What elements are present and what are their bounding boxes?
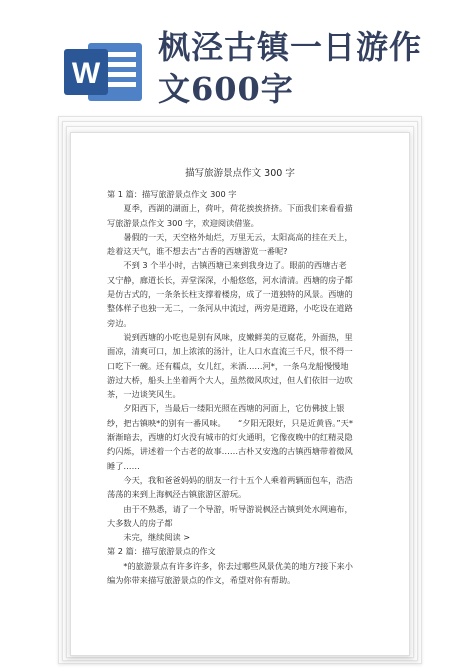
document-title: 描写旅游景点作文 300 字 (185, 168, 295, 179)
paragraph: 由于不熟悉，请了一个导游，听导游说枫泾古镇到处水网遍布，大多数人的房子都 (107, 503, 353, 528)
document-body (107, 187, 353, 587)
paragraph: 夏季，西湖的湖面上，荷叶，荷花挨挨挤挤。下面我们来看看描写旅游景点作文 300 字，欢迎阅读借鉴。 (107, 203, 353, 228)
paragraph: 夕阳西下，当最后一缕阳光照在西塘的河面上，它仿佛披上银纱，把古镇映*的别有一番风味。 “夕阳无限好，只是近黄昏。”天*渐渐暗去，西塘的灯火没有城市的灯火通明，它像夜晚中的红精灵隐约闪烁，讲述着一个古老的故事……古朴又安逸的古镇西塘带着微风睡了…… (107, 403, 353, 471)
section-heading: 第 1 篇：描写旅游景点作文 300 字 (107, 189, 237, 199)
title-line-1: 枫泾古镇一日游作 (158, 28, 423, 66)
paragraph: 不到 3 个半小时，古镇西塘已来到我身边了。眼前的西塘古老又宁静，廊道长长，弄堂深深，小船悠悠，河水清清。西塘的房子都是仿古式的，一条条长柱支撑着楼房，成了一道独特的风景。西塘的整体样子也独一无二，一条河从中流过，两旁是道路，小吃设在道路旁边。 (107, 260, 353, 328)
paragraph: 暑假的一天，天空格外灿烂，万里无云，太阳高高的挂在天上，趁着这天气，谁不想去古“古香的西塘游览一番呢? (107, 231, 353, 257)
document-page (70, 132, 410, 656)
section-heading: 第 2 篇：描写旅游景点的作文 (107, 546, 216, 557)
svg-text:W: W (71, 57, 101, 90)
paragraph: 说到西塘的小吃也是别有风味，皮嫩鲜美的豆腐花，外面热，里面凉，清爽可口，加上浓浓的汤汁，让人口水直流三千尺，恨不得一口吃下一碗。还有糯点，女儿红，米酒……河*，一条乌龙船慢慢地游过大桥，船头上坐着两个大人，虽然微风吹过，但人们依旧一边吹茶，一边谈笑风生。 (107, 331, 353, 400)
page-title (158, 26, 458, 110)
banner (0, 0, 474, 110)
word-document-icon (62, 41, 144, 103)
paragraph: 未完，继续阅读 > (123, 532, 191, 543)
title-line-2: 文600字 (158, 70, 294, 108)
paragraph: *的旅游景点有许多许多，你去过哪些风景优美的地方?接下来小编为你带来描写旅游景点的作文，希望对你有帮助。 (107, 560, 353, 586)
paragraph: 今天，我和爸爸妈妈的朋友一行十五个人乘着两辆面包车，浩浩荡荡的来到上海枫泾古镇旅游区游玩。 (107, 474, 353, 500)
